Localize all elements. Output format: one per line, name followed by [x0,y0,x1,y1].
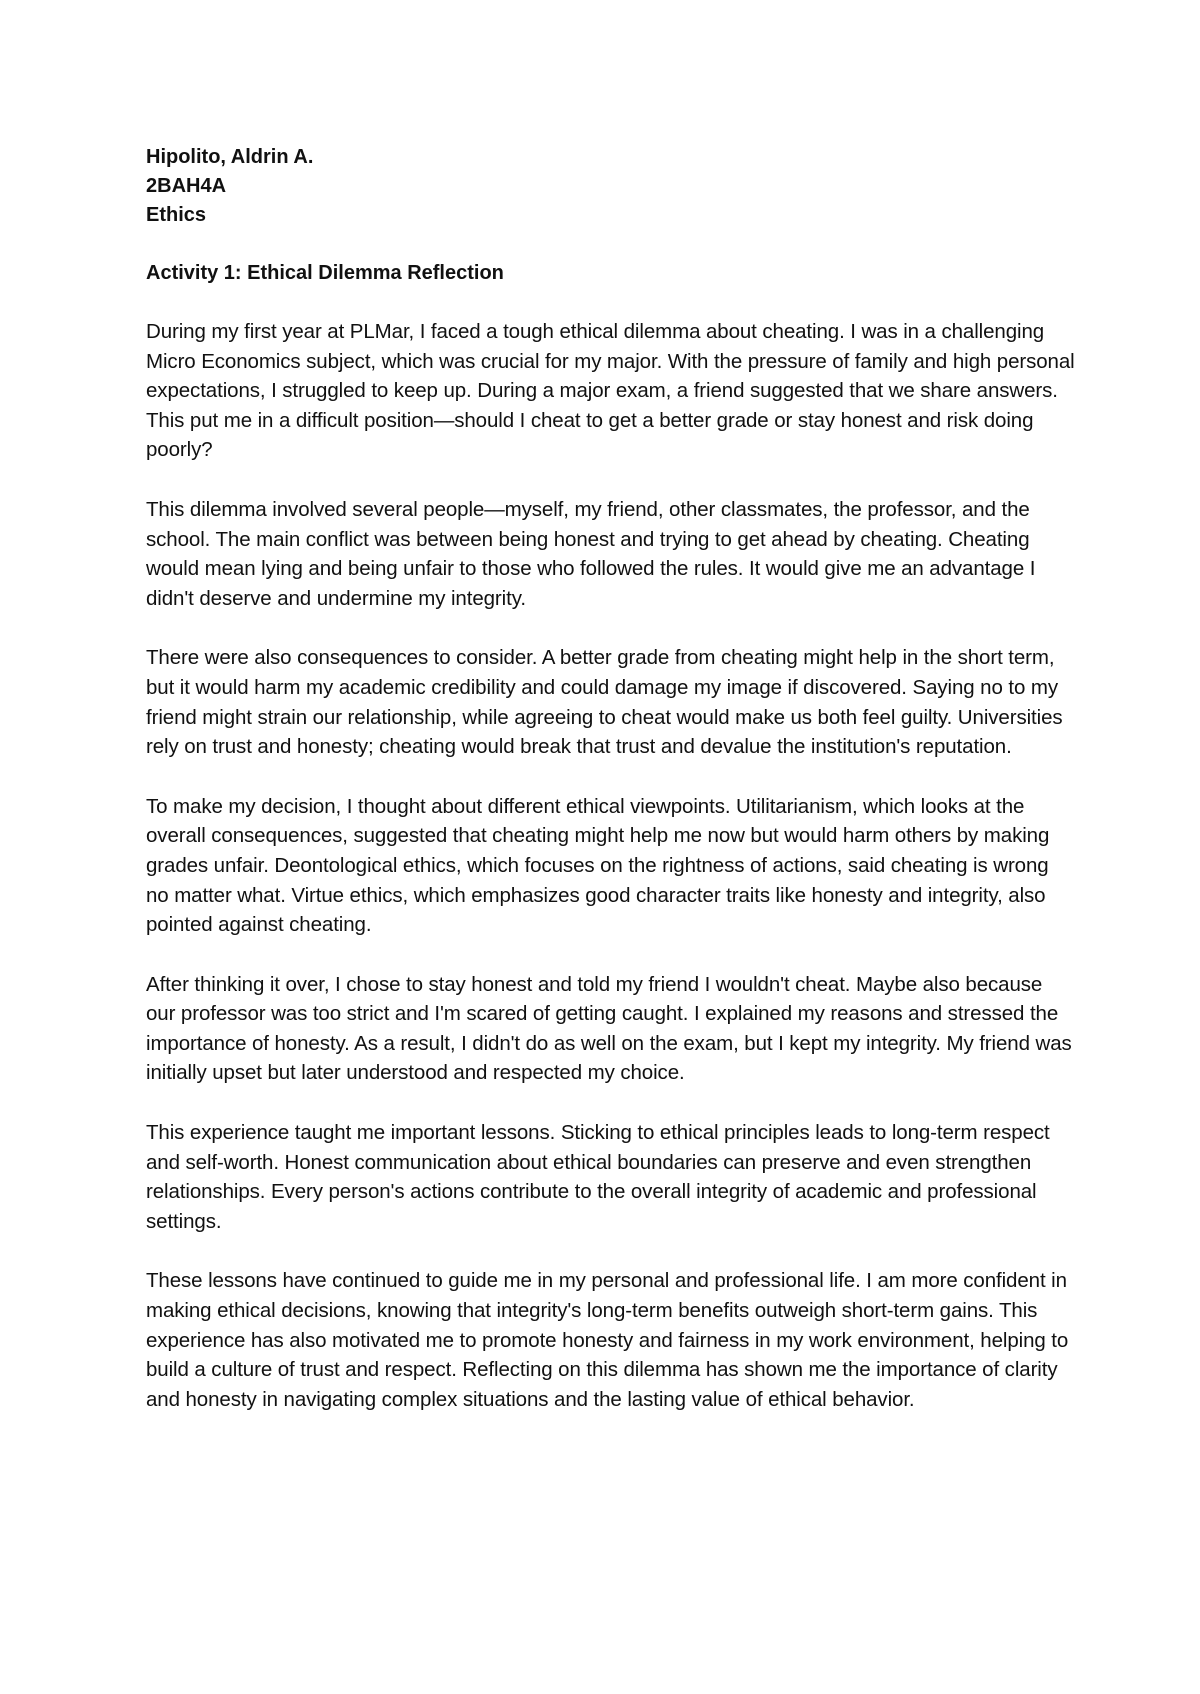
activity-title: Activity 1: Ethical Dilemma Reflection [146,262,504,284]
paragraph-ethical-viewpoints: To make my decision, I thought about different ethical viewpoints. Utilitarianism, which looks at the overall consequences, suggested that cheating might help me now but would harm others by making grades unfair. Deontological ethics, which focuses on the rightness of actions, said cheating is wrong no matter what. Virtue ethics, which emphasizes good character traits like honesty and integrity, also pointed against cheating. [146,794,1050,937]
paragraph-consequences: There were also consequences to consider. A better grade from cheating might help in the short term, but it would harm my academic credibility and could damage my image if discovered. Saying no to my friend might strain our relationship, while agreeing to cheat would make us both feel guilty. Universities rely on trust and honesty; cheating would break that trust and devalue the institution's reputation. [146,646,1063,759]
paragraph-stakeholders: This dilemma involved several people—myself, my friend, other classmates, the professor, and the school. The main conflict was between being honest and trying to get ahead by cheating. Cheating would mean lying and being unfair to those who followed the rules. It would give me an advantage I didn't deserve and undermine my integrity. [146,497,1036,610]
document-content [146,143,1076,1444]
student-name: Hipolito, Aldrin A. [146,146,314,168]
subject-name: Ethics [146,204,207,226]
paragraph-conclusion: These lessons have continued to guide me in my personal and professional life. I am more confident in making ethical decisions, knowing that integrity's long-term benefits outweigh short-term gains. This experience has also motivated me to promote honesty and fairness in my work environment, helping to build a culture of trust and respect. Reflecting on this dilemma has shown me the importance of clarity and honesty in navigating complex situations and the lasting value of ethical behavior. [146,1269,1069,1411]
paragraph-lessons: This experience taught me important lessons. Sticking to ethical principles leads to long-term respect and self-worth. Honest communication about ethical boundaries can preserve and even strengthen relationships. Every person's actions contribute to the overall integrity of academic and professional settings. [146,1121,1050,1233]
paragraph-decision: After thinking it over, I chose to stay honest and told my friend I wouldn't cheat. Maybe also because our professor was too strict and I'm scared of getting caught. I explained my reasons and stressed the importance of honesty. As a result, I didn't do as well on the exam, but I kept my integrity. My friend was initially upset but later understood and respected my choice. [146,972,1072,1085]
paragraph-introduction: During my first year at PLMar, I faced a tough ethical dilemma about cheating. I was in a challenging Micro Economics subject, which was crucial for my major. With the pressure of family and high personal expectations, I struggled to keep up. During a major exam, a friend suggested that we share answers. This put me in a difficult position—should I cheat to get a better grade or stay honest and risk doing poorly? [146,320,1075,462]
student-section: 2BAH4A [146,175,227,197]
